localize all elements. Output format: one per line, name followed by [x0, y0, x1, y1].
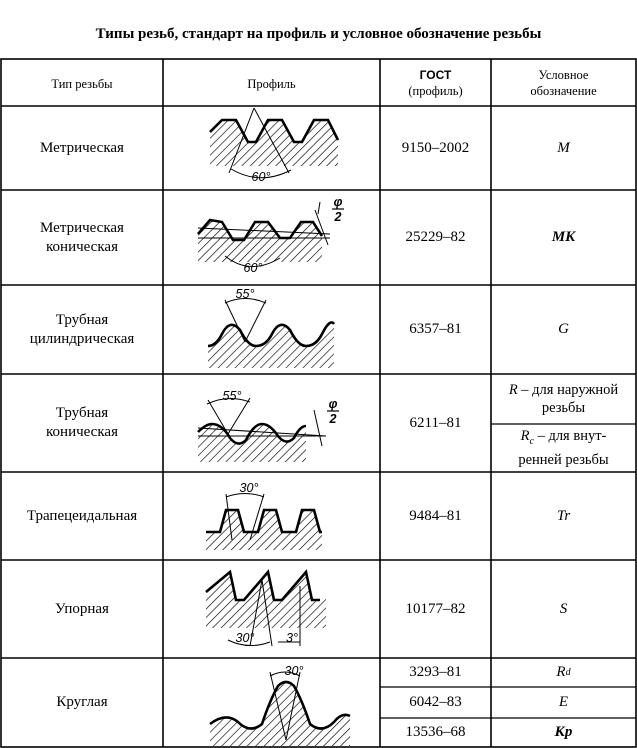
round-angle-label: 30° [284, 664, 304, 678]
row-2-designation: MK [551, 229, 576, 245]
page-title: Типы резьб, стандарт на профиль и условное обозначение резьбы [95, 26, 542, 42]
row-4-desig-b-text: – для внут- [537, 428, 607, 445]
metric-conical-two: 2 [334, 210, 342, 224]
row-7-designation-3: Кр [554, 724, 573, 740]
row-7-gost-3: 13536–68 [405, 724, 466, 740]
row-3-type-line1: Трубная [55, 311, 109, 328]
row-7-desig-1-main: R [556, 664, 566, 680]
row-7-type-label: Круглая [56, 694, 108, 710]
row-3-gost: 6357–81 [409, 321, 462, 337]
pipe-cyl-angle-label: 55° [235, 287, 255, 301]
row-5-designation: Tr [556, 507, 571, 524]
metric-profile [210, 108, 338, 184]
header-gost: ГОСТ [419, 68, 452, 82]
row-7-gost-1: 3293–81 [409, 664, 462, 680]
row-2-type-line1: Метрическая [40, 219, 124, 236]
row-7-designation-2: E [558, 694, 569, 710]
row-2-gost: 25229–82 [405, 229, 466, 245]
row-4-desig-a-letter: R [508, 382, 518, 398]
row-7-gost-2: 6042–83 [409, 694, 462, 710]
header-gost-sub: (профиль) [408, 84, 463, 98]
pipe-conical-angle-label: 55° [222, 389, 242, 403]
header-designation: Условное [538, 68, 589, 82]
pipe-conical-two: 2 [329, 412, 337, 426]
row-5-gost: 9484–81 [409, 507, 462, 524]
row-6-designation: S [559, 600, 568, 617]
row-6-type-label: Упорная [55, 600, 109, 617]
buttress-angle2-label: 3° [286, 631, 298, 645]
row-3-designation: G [558, 321, 569, 337]
header-profile: Профиль [247, 77, 296, 91]
row-7-desig-1-sub: d [565, 667, 571, 678]
row-1-gost: 9150–2002 [401, 139, 470, 156]
buttress-angle-label: 30° [235, 631, 255, 645]
row-4-desig-b-sub: c [529, 435, 534, 447]
pipe-cylindrical-profile [208, 287, 334, 368]
row-4-type-line2: коническая [46, 424, 118, 440]
row-3-type-line2: цилиндрическая [29, 330, 135, 347]
row-4-desig-a-text: – для наружной [521, 382, 619, 398]
trapezoidal-profile [206, 481, 322, 550]
metric-angle-label: 60° [251, 170, 271, 184]
pipe-conical-phi: φ [328, 397, 338, 411]
metric-conical-profile [198, 195, 344, 275]
row-4-desig-b-letter: R [520, 428, 530, 445]
pipe-conical-profile [198, 389, 339, 462]
row-4-desig-b-text2: ренней резьбы [518, 451, 609, 468]
row-6-gost: 10177–82 [405, 600, 466, 617]
round-profile [210, 664, 350, 746]
header-type: Тип резьбы [51, 77, 113, 91]
row-1-type-label: Метрическая [40, 139, 124, 156]
row-4-gost: 6211–81 [409, 414, 462, 431]
row-1-designation: M [557, 139, 570, 156]
row-4-type-line1: Трубная [55, 405, 109, 421]
row-4-desig-a-text2: резьбы [541, 400, 586, 416]
row-2-type-line2: коническая [46, 238, 118, 255]
buttress-profile [206, 572, 326, 646]
header-designation-sub: обозначение [530, 84, 597, 98]
trapezoidal-angle-label: 30° [239, 481, 259, 495]
row-5-type-label: Трапецеидальная [26, 507, 138, 524]
metric-conical-angle-label: 60° [243, 261, 263, 275]
metric-conical-phi: φ [333, 195, 343, 209]
